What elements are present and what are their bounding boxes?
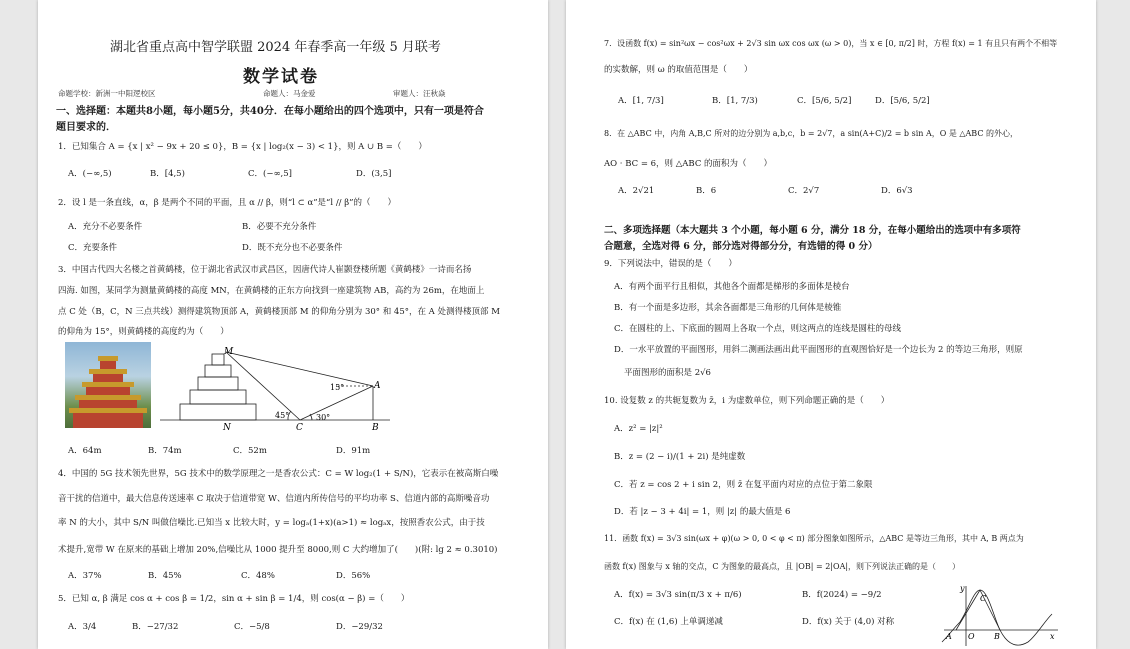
fig-label-n: N [223,423,231,430]
q3-option-b: B．74m [148,446,182,456]
q11-option-c: C．f(x) 在 (1,6) 上单调递减 [614,617,723,627]
section2-heading: 二、多项选择题（本大题共 3 个小题，每小题 6 分，满分 18 分，在每小题给出的选项中有多项符 [604,225,1021,236]
q5-option-a: A．3/4 [68,622,97,632]
q1-stem: 1．已知集合 A = {x | x² − 9x + 20 ≤ 0}，B = {x | log₂(x − 3) < 1}，则 A ∪ B =（ ） [58,142,427,152]
q9-stem: 9．下列说法中，错误的是（ ） [604,259,737,269]
q1-option-b: B．[4,5) [150,169,185,179]
fig-angle-30: 30° [316,413,331,422]
meta-school: 命题学校：新洲一中阳逻校区 [58,89,156,98]
q8-option-b: B．6 [696,186,717,196]
q8-line-2: AO · BC = 6，则 △ABC 的面积为（ ） [604,159,773,169]
q7-option-d: D．[5/6, 5/2] [875,96,930,106]
fig-label-c: C [296,423,303,430]
q11-option-a: A．f(x) = 3√3 sin(π/3 x + π/6) [614,590,742,600]
q11-figure [940,582,1062,649]
q3-line-3: 点 C 处（B，C，N 三点共线）测得建筑物顶部 A，黄鹤楼顶部 M 的仰角分别为 30° 和 45°，在 A 处测得楼顶部 M [58,307,500,317]
exam-page-right [566,0,1096,649]
q4-option-c: C．48% [241,571,275,581]
q8-line-1: 8．在 △ABC 中，内角 A,B,C 所对的边分别为 a,b,c，b = 2√7，a sin(A+C)/2 = b sin A，O 是 △ABC 的外心， [604,129,1019,138]
q5-option-d: D．−29/32 [336,622,383,632]
q10-option-c: C．若 z = cos 2 + i sin 2，则 z̄ 在复平面内对应的点位于第二象限 [614,480,873,490]
q1-option-a: A．(−∞,5) [68,169,112,179]
q2-option-d: D．既不充分也不必要条件 [242,243,343,253]
q3-line-4: 的仰角为 15°，则黄鹤楼的高度约为（ ） [58,327,229,337]
q3-option-a: A．64m [68,446,102,456]
graph-axis-y: y [960,584,965,593]
q2-option-a: A．充分不必要条件 [68,222,143,232]
fig-angle-45: 45° [275,411,290,420]
q11-option-d: D．f(x) 关于 (4,0) 对称 [802,617,895,627]
q2-option-b: B．必要不充分条件 [242,222,317,232]
meta-author: 命题人：马金爱 [263,89,316,98]
fig-label-m: M [224,347,234,357]
q5-option-b: B．−27/32 [132,622,179,632]
q9-option-c: C．在圆柱的上、下底面的圆周上各取一个点，则这两点的连线是圆柱的母线 [614,324,902,334]
q4-line-1: 4．中国的 5G 技术领先世界，5G 技术中的数学原理之一是香农公式：C = W log₂(1 + S/N)，它表示在被高斯白噪 [58,469,499,479]
q5-stem: 5．已知 α, β 满足 cos α + cos β = 1/2，sin α + sin β = 1/4，则 cos(α − β) =（ ） [58,594,410,604]
fig-angle-15: 15° [330,383,345,392]
exam-page-left [38,0,548,649]
q1-option-c: C．(−∞,5] [248,169,292,179]
q10-stem: 10. 设复数 z 的共轭复数为 z̄，i 为虚数单位，则下列命题正确的是（ ） [604,396,890,406]
q4-option-d: D．56% [336,571,371,581]
q3-line-2: 四海. 如图，某同学为测量黄鹤楼的高度 MN，在黄鹤楼的正东方向找到一座建筑物 AB，高约为 26m，在地面上 [58,286,485,296]
q10-option-d: D．若 |z − 3 + 4i| = 1，则 |z| 的最大值是 6 [614,507,791,517]
yellow-crane-tower-photo [65,342,151,428]
q3-figure [160,344,400,430]
q4-option-a: A．37% [68,571,102,581]
graph-label-a: A [946,632,952,641]
q11-line-2: 函数 f(x) 图象与 x 轴的交点，C 为图象的最高点，且 |OB| = 2|OA|，则下列说法正确的是（ ） [604,562,961,571]
q7-option-b: B．[1, 7/3) [712,96,758,106]
q7-option-a: A．[1, 7/3] [618,96,664,106]
graph-label-b: B [994,632,1000,641]
q7-option-c: C．[5/6, 5/2] [797,96,852,106]
section2-heading-cont: 合题意，全选对得 6 分，部分选对得部分分，有选错的得 0 分） [604,241,878,252]
q7-line-1: 7．设函数 f(x) = sin²ωx − cos²ωx + 2√3 sin ωx cos ωx (ω > 0)，当 x ∈ [0, π/2] 时，方程 f(x) = 1 有且只有两个不相等 [604,39,1058,48]
q11-option-b: B．f(2024) = −9/2 [802,590,882,600]
q3-option-c: C．52m [233,446,267,456]
q9-option-b: B．有一个面是多边形，其余各面都是三角形的几何体是棱锥 [614,303,842,313]
q5-option-c: C．−5/8 [234,622,270,632]
section1-heading: 一、选择题：本题共8小题，每小题5分，共40分．在每小题给出的四个选项中，只有一项是符合 [56,106,484,117]
q3-option-d: D．91m [336,446,371,456]
q9-option-a: A．有两个面平行且相似，其他各个面都是梯形的多面体是棱台 [614,282,850,292]
q8-option-a: A．2√21 [618,186,655,196]
graph-label-o: O [968,632,975,641]
fig-label-b: B [372,423,379,430]
q1-option-d: D．(3,5] [356,169,392,179]
q2-option-c: C．充要条件 [68,243,118,253]
q7-line-2: 的实数解，则 ω 的取值范围是（ ） [604,65,753,75]
fig-label-a: A [374,381,381,391]
section1-heading-cont: 题目要求的． [56,122,116,133]
q8-option-d: D．6√3 [881,186,913,196]
q11-line-1: 11．函数 f(x) = 3√3 sin(ωx + φ)(ω > 0, 0 < φ < π) 部分图象如图所示，△ABC 是等边三角形，其中 A, B 两点为 [604,534,1024,543]
q3-line-1: 3．中国古代四大名楼之首黄鹤楼，位于湖北省武汉市武昌区，因唐代诗人崔颢登楼所题《黄鹤楼》一诗而名扬 [58,265,472,275]
graph-axis-x: x [1050,632,1055,641]
graph-label-c: C [980,594,987,603]
q4-option-b: B．45% [148,571,182,581]
q4-line-4: 术提升,宽带 W 在原来的基础上增加 20%,信噪比从 1000 提升至 8000,则 C 大约增加了( )(附: lg 2 ≈ 0.3010) [58,545,498,555]
q10-option-a: A．z² = |z|² [614,424,663,434]
q10-option-b: B．z = (2 − i)/(1 + 2i) 是纯虚数 [614,452,746,462]
q9-option-d: D．一水平放置的平面图形，用斜二测画法画出此平面图形的直观图恰好是一个边长为 2 的等边三角形，则原 [614,345,1023,355]
q4-line-3: 率 N 的大小，其中 S/N 叫做信噪比.已知当 x 比较大时，y = logₐ(1+x)(a>1) ≈ logₐx，按照香农公式，由于技 [58,518,485,528]
q9-option-d-cont: 平面图形的面积是 2√6 [624,368,711,378]
q8-option-c: C．2√7 [788,186,820,196]
exam-subject: 数学试卷 [243,67,319,87]
meta-reviewer: 审题人：汪秋焱 [393,89,446,98]
q4-line-2: 音干扰的信道中，最大信息传送速率 C 取决于信道带宽 W、信道内所传信号的平均功率 S、信道内部的高斯噪音功 [58,494,490,504]
q2-stem: 2．设 l 是一条直线，α，β 是两个不同的平面，且 α // β，则“l ⊂ α”是“l // β”的（ ） [58,198,397,208]
exam-title: 湖北省重点高中智学联盟 2024 年春季高一年级 5 月联考 [110,40,441,55]
